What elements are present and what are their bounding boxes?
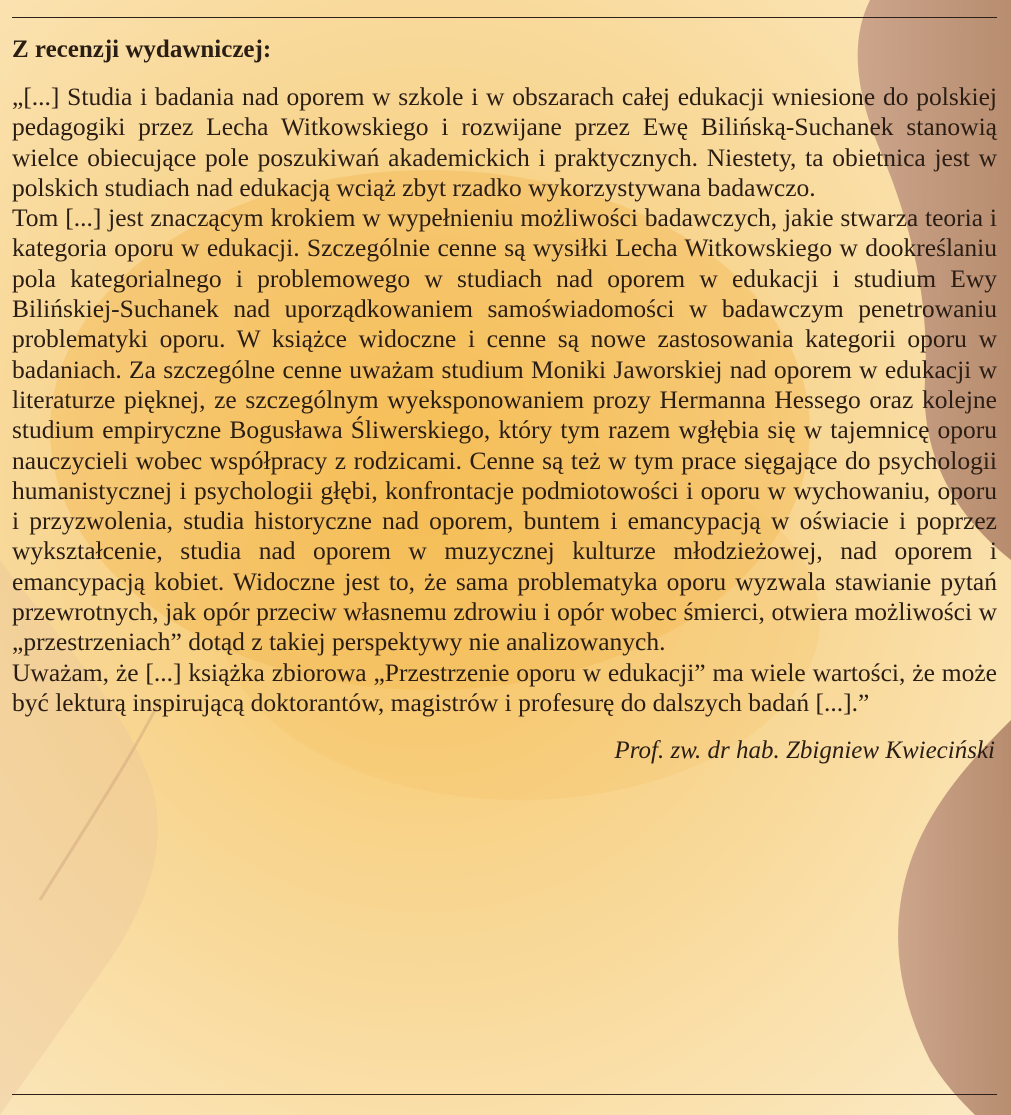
review-excerpt: [12, 33, 997, 766]
paragraph-3: Uważam, że [...] książka zbiorowa „Przestrzenie oporu w edukacji” ma wiele wartości, że może być lekturą inspirującą doktorantów, magistrów i profesurę do dalszych badań [...].”: [12, 657, 997, 717]
section-heading: Z recenzji wydawniczej:: [12, 36, 272, 63]
paragraph-1: „[...] Studia i badania nad oporem w szkole i w obszarach całej edukacji wniesione do polskiej pedagogiki przez Lecha Witkowskiego i rozwijane przez Ewę Bilińską-Suchanek stanowią wielce obiecujące pole poszukiwań akademickich i praktycznych. Niestety, ta obietnica jest w polskich studiach nad edukacją wciąż zbyt rzadko wykorzystywana badawczo.: [12, 82, 997, 202]
review-body: [12, 82, 997, 718]
bottom-divider: [12, 1094, 997, 1095]
paragraph-2: Tom [...] jest znaczącym krokiem w wypełnieniu możliwości badawczych, jakie stwarza teoria i kategoria oporu w edukacji. Szczególnie cenne są wysiłki Lecha Witkowskiego w dookreślaniu pola kategorialnego i problemowego w studiach nad oporem w edukacji i studium Ewy Bilińskiej-Suchanek nad uporządkowaniem samoświadomości w badawczym penetrowaniu problematyki oporu. W książce widoczne i cenne są nowe zastosowania kategorii oporu w badaniach. Za szczególne cenne uważam studium Moniki Jaworskiej nad oporem w edukacji w literaturze pięknej, ze szczególnym wyeksponowaniem prozy Hermanna Hessego oraz kolejne studium empiryczne Bogusława Śliwerskiego, który tym razem wgłębia się w tajemnicę oporu nauczycieli wobec współpracy z rodzicami. Cenne są też w tym prace sięgające do psychologii humanistycznej i psychologii głębi, konfrontacje podmiotowości i oporu w wychowaniu, oporu i przyzwolenia, studia historyczne nad oporem, buntem i emancypacją w oświacie i poprzez wykształcenie, studia nad oporem w muzycznej kulturze młodzieżowej, nad oporem i emancypacją kobiet. Widoczne jest to, że sama problematyka oporu wyzwala stawianie pytań przewrotnych, jak opór przeciw własnemu zdrowiu i opór wobec śmierci, otwiera możliwości w „przestrzeniach” dotąd z takiej perspektywy nie analizowanych.: [12, 203, 997, 657]
reviewer-signature: Prof. zw. dr hab. Zbigniew Kwieciński: [614, 737, 995, 765]
top-divider: [12, 17, 997, 18]
